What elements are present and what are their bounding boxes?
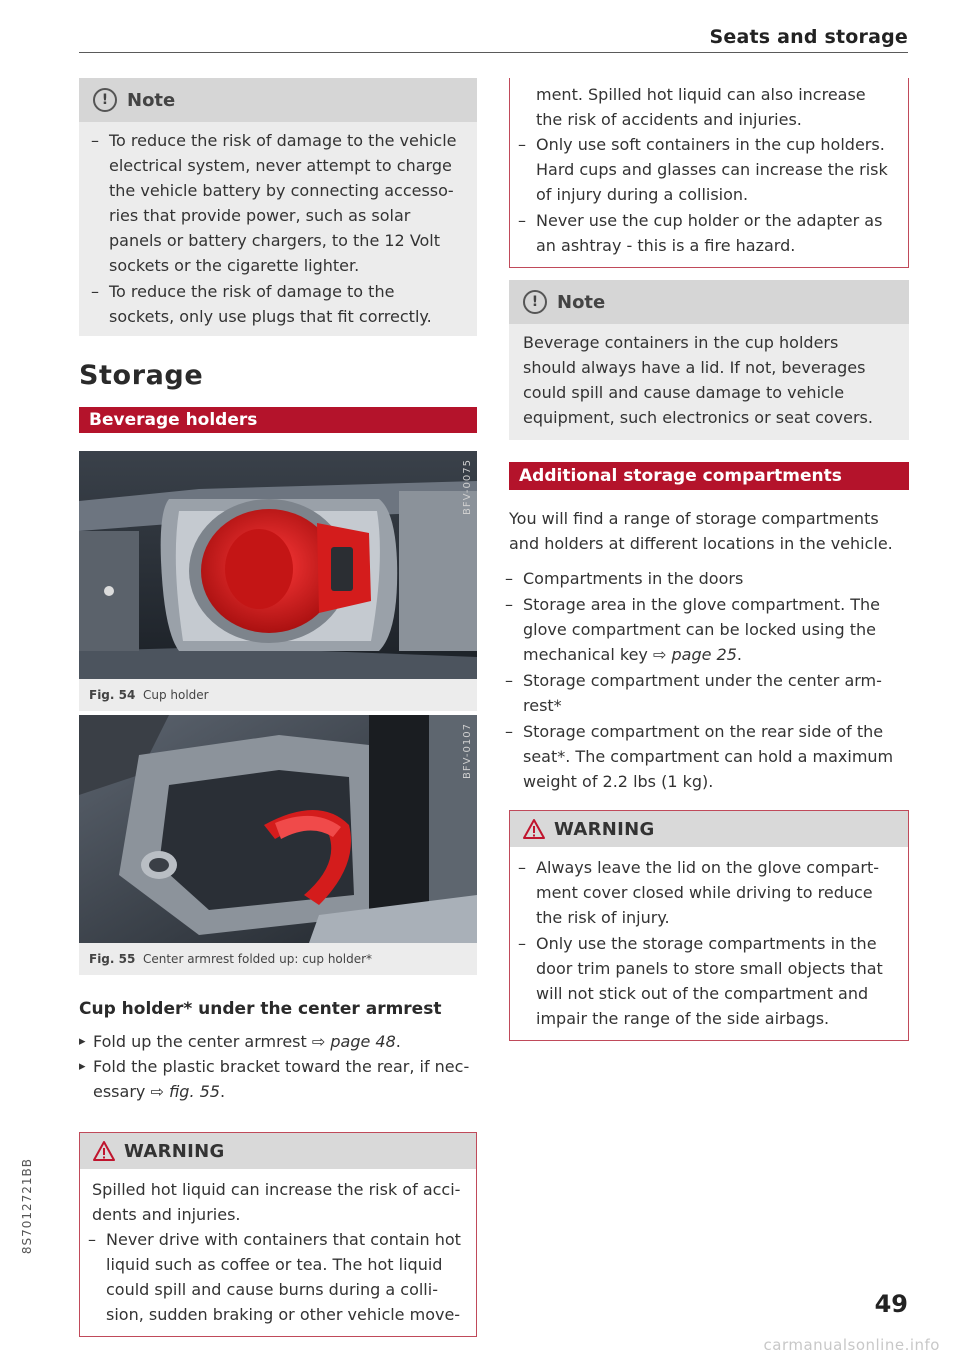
list-item: – To reduce the risk of damage to the sockets, only use plugs that fit correctly.: [83, 279, 463, 329]
figure-caption-text: Center armrest folded up: cup holder*: [142, 952, 373, 966]
intro-paragraph: You will find a range of storage compartments and holders at different locations in the vehicle.: [509, 509, 893, 553]
warning-header: [80, 1133, 476, 1169]
cup-holder-photo: [79, 451, 477, 679]
note-text: Beverage containers in the cup holders should always have a lid. If not, beverages could spill and cause damage to vehicle equipment, such electronics or seat covers.: [523, 333, 873, 427]
figure-code: BFV-0107: [462, 723, 473, 779]
steps-list: [79, 1029, 477, 1104]
figure-caption: [79, 943, 477, 975]
warning-intro: Spilled hot liquid can increase the risk of accidents and injuries.: [92, 1180, 461, 1224]
note-header: [79, 78, 477, 122]
note-header: [509, 280, 909, 324]
list-item: – To reduce the risk of damage to the vehicle electrical system, never attempt to charge the vehicle battery by connecting accessories that provide power, such as solar panels or battery chargers, to the 12 Volt sockets or the cigarette lighter.: [83, 128, 463, 278]
warning-body: [510, 847, 908, 1040]
warning-list: [510, 132, 896, 258]
watermark: carmanualsonline.info: [763, 1336, 940, 1354]
page-header-title: Seats and storage: [709, 26, 908, 48]
warning-body: [80, 1169, 476, 1336]
step-text: Fold up the center armrest: [93, 1032, 312, 1051]
step-item: [79, 1054, 477, 1104]
note-title: Note: [557, 291, 606, 313]
header-rule: [79, 52, 908, 53]
step-suffix: .: [219, 1082, 226, 1101]
list-item: [497, 668, 909, 718]
storage-list: [497, 566, 909, 794]
section-title-storage: Storage: [79, 360, 204, 391]
page-number: 49: [874, 1290, 908, 1318]
step-item: [79, 1029, 477, 1054]
warning-body: [510, 78, 908, 267]
list-item: [497, 566, 909, 591]
note-box-electrical: [79, 78, 477, 336]
step-text: Fold the plastic bracket toward the rear, if necessary: [93, 1057, 470, 1101]
subsection-additional-storage: Additional storage compartments: [509, 462, 909, 490]
item-suffix: .: [736, 645, 742, 664]
figure-label: Fig. 55: [89, 952, 136, 966]
figure-caption-text: Cup holder: [142, 688, 209, 702]
note-title: Note: [127, 89, 176, 111]
armrest-cup-holder-photo: [79, 715, 477, 943]
note-exclamation-icon: !: [523, 290, 547, 314]
page-ref-link[interactable]: ⇨ page 48: [311, 1032, 396, 1051]
figure-caption: [79, 679, 477, 711]
warning-continuation: ment. Spilled hot liquid can also increase the risk of accidents and injuries.: [536, 85, 866, 129]
step-suffix: .: [395, 1032, 401, 1051]
warning-title: WARNING: [554, 818, 655, 840]
list-item: – Never use the cup holder or the adapter as an ashtray - this is a fire hazard.: [510, 208, 896, 258]
list-item: [497, 592, 909, 667]
item-text: Storage compartment on the rear side of the seat*. The compartment can hold a maximum weight of 2.2 lbs (1 kg).: [523, 722, 894, 791]
figure-55: [79, 715, 477, 975]
warning-list: [510, 855, 896, 1031]
warning-box-storage: [509, 810, 909, 1041]
warning-title: WARNING: [124, 1140, 225, 1162]
warning-header: [510, 811, 908, 847]
warning-box-continued: [509, 78, 909, 268]
figure-label: Fig. 54: [89, 688, 136, 702]
figure-ref-link[interactable]: ⇨ fig. 55: [150, 1082, 220, 1101]
warning-triangle-icon: [92, 1140, 116, 1162]
note-list: [79, 122, 477, 329]
document-code: 8S7012721BB: [20, 1158, 34, 1255]
note-box-beverage: [509, 280, 909, 440]
figure-code: BFV-0075: [462, 459, 473, 515]
list-item: – Only use the storage compartments in the door trim panels to store small objects that will not stick out of the compartment and impair the range of the side airbags.: [510, 931, 896, 1031]
list-item: – Never drive with containers that contain hot liquid such as coffee or tea. The hot liquid could spill and cause burns during a collision, sudden braking or other vehicle move-: [80, 1227, 464, 1327]
left-column: [79, 78, 477, 1337]
note-exclamation-icon: !: [93, 88, 117, 112]
item-text: Storage compartment under the center armrest*: [523, 671, 882, 715]
warning-triangle-icon: [522, 818, 546, 840]
figure-54: [79, 451, 477, 711]
list-item: – Always leave the lid on the glove compartment cover closed while driving to reduce the risk of injury.: [510, 855, 896, 930]
item-text: Compartments in the doors: [523, 569, 744, 588]
subsection-beverage-holders: Beverage holders: [79, 407, 477, 433]
right-column: [509, 78, 909, 1041]
list-item: – Only use soft containers in the cup holders. Hard cups and glasses can increase the risk of injury during a collision.: [510, 132, 896, 207]
page-ref-link[interactable]: ⇨ page 25: [652, 645, 737, 664]
warning-list: [80, 1227, 464, 1327]
subheading-cup-holder: Cup holder* under the center armrest: [79, 999, 442, 1019]
warning-box-hot-liquid: [79, 1132, 477, 1337]
item-text: Storage area in the glove compartment. The glove compartment can be locked using the mechanical key: [523, 595, 881, 664]
list-item: [497, 719, 909, 794]
